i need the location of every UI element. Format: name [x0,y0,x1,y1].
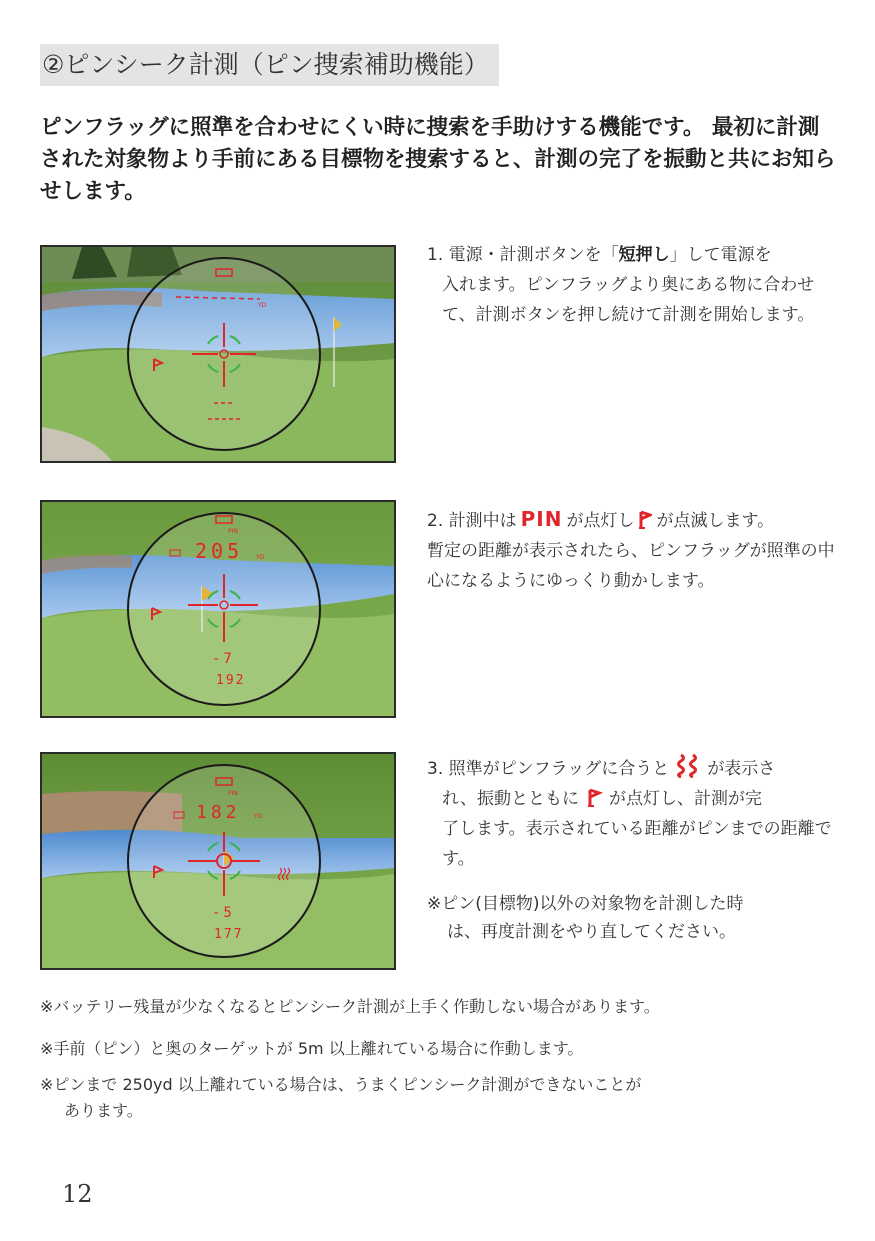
flag-icon [583,788,605,808]
viewfinder-photo-1 [40,245,396,463]
distance-readout: 205 [195,539,244,563]
step-2-text: 2. 計測中は PIN が点灯し が点滅します。 暫定の距離が表示されたら、ピンフラッグが照準の中心になるようにゆっくり動かします。 [427,507,835,591]
unit-label: YD [256,554,265,561]
intro-paragraph: ピンフラッグに照準を合わせにくい時に捜索を手助けする機能です。 最初に計測された対象物より手前にある目標物を捜索すると、計測の完了を振動と共にお知らせします。 [40,115,836,204]
pin-label: PIN [228,790,238,797]
viewfinder-photo-3 [40,752,396,970]
footnote-distance: ※手前（ピン）と奥のターゲットが 5m 以上離れている場合に作動します。 [40,1039,584,1058]
viewfinder-photo-2 [40,500,396,718]
svg-text:YD: YD [258,302,267,309]
footnote-battery: ※バッテリー残量が少なくなるとピンシーク計測が上手く作動しない場合があります。 [40,997,660,1016]
step-1-text: 1. 電源・計測ボタンを「短押し」して電源を 入れます。ピンフラッグより奥にある物に合わせて、計測ボタンを押し続けて計測を開始します。 [427,245,815,325]
section-title: ②ピンシーク計測（ピン捜索補助機能） [40,44,499,86]
vibration-icon [673,754,703,778]
slope-readout: -7 [212,651,235,667]
adjusted-readout: 177 [214,927,244,942]
page-number: 12 [62,1180,93,1208]
pin-indicator: PIN [520,507,563,531]
pin-label: PIN [228,528,238,535]
footnote-range: ※ピンまで 250yd 以上離れている場合は、うまくピンシーク計測ができないことが あります。 [40,1075,642,1120]
step-3-text: 3. 照準がピンフラッグに合うと が表示さ れ、振動とともに が点灯し、計測が完 了します。表示されている距離がピンまでの距離です。 [427,754,842,874]
flag-icon [638,510,652,530]
slope-readout: -5 [212,905,235,921]
unit-label: YD [254,813,263,820]
adjusted-readout: 192 [216,673,246,688]
distance-readout: 182 [196,802,241,823]
retry-note: ※ピン(目標物)以外の対象物を計測した時 は、再度計測をやり直してください。 [427,894,744,942]
